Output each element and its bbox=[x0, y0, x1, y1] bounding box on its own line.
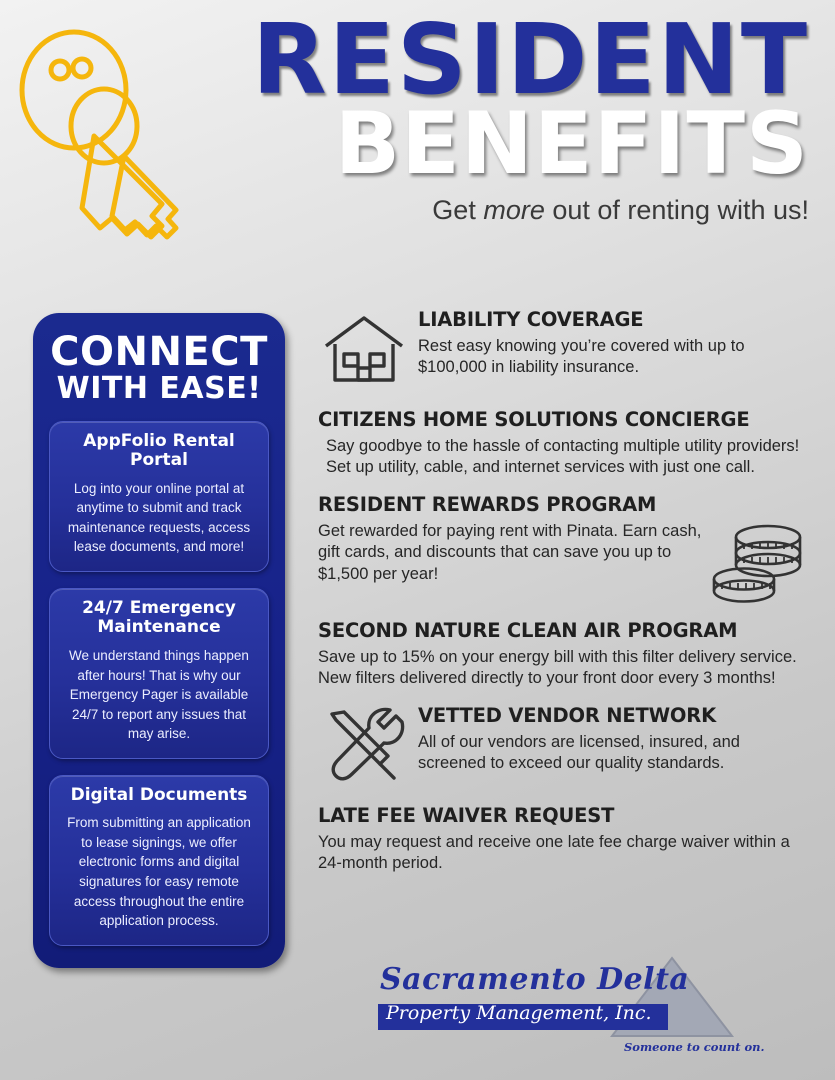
keys-icon bbox=[12, 18, 182, 253]
benefit-body: Save up to 15% on your energy bill with this filter delivery service. New filters delivered directly to your front door every 3 months! bbox=[318, 647, 797, 688]
company-subtitle: Property Management, Inc. bbox=[386, 1002, 652, 1024]
house-icon bbox=[322, 314, 406, 386]
tagline-emphasis: more bbox=[483, 195, 545, 226]
page-title-resident: RESIDENT bbox=[251, 3, 809, 116]
tagline-before: Get bbox=[432, 195, 484, 226]
tagline-after: out of renting with us! bbox=[544, 195, 809, 226]
page-title-benefits: BENEFITS bbox=[334, 94, 809, 195]
tools-icon bbox=[322, 706, 408, 784]
sidebar-card-title: 24/7 Emergency Maintenance bbox=[82, 597, 236, 638]
benefit-body: You may request and receive one late fee charge waiver within a 24-month period. bbox=[318, 832, 790, 873]
benefit-item-citizens-home-solutions bbox=[318, 408, 812, 479]
benefit-heading: SECOND NATURE CLEAN AIR PROGRAM bbox=[318, 618, 738, 642]
sidebar-card-title: AppFolio Rental Portal bbox=[83, 430, 235, 471]
sidebar-card-appfolio bbox=[49, 421, 269, 572]
connect-with-ease-panel bbox=[33, 313, 285, 968]
company-logo bbox=[372, 960, 772, 1060]
sidebar-card-title: Digital Documents bbox=[70, 784, 248, 805]
benefit-heading: CITIZENS HOME SOLUTIONS CONCIERGE bbox=[318, 408, 750, 431]
coins-icon bbox=[708, 521, 812, 605]
sidebar-card-body: We understand things happen after hours! That is why our Emergency Pager is available 24/7 to report any issues that may arise. bbox=[69, 647, 249, 742]
sidebar-title-line1: CONNECT bbox=[50, 329, 268, 375]
tagline bbox=[165, 195, 809, 226]
sidebar-card-body: Log into your online portal at anytime to submit and track maintenance requests, access lease documents, and more! bbox=[67, 480, 251, 555]
poster-header bbox=[0, 0, 835, 290]
sidebar-card-emergency-maintenance bbox=[49, 588, 269, 759]
benefit-body: All of our vendors are licensed, insured, and screened to exceed our quality standards. bbox=[418, 732, 740, 773]
benefit-heading: VETTED VENDOR NETWORK bbox=[418, 703, 717, 727]
benefit-item-late-fee-waiver bbox=[318, 804, 812, 875]
sidebar-card-body: From submitting an application to lease signings, we offer electronic forms and digital signatures for easy remote access throughout the entire application process. bbox=[67, 815, 251, 929]
benefit-body: Get rewarded for paying rent with Pinata. Earn cash, gift cards, and discounts that can save you up to $1,500 per year! bbox=[318, 521, 702, 583]
benefit-item-liability-coverage bbox=[318, 308, 812, 394]
benefits-list bbox=[318, 308, 812, 889]
company-tagline: Someone to count on. bbox=[624, 1040, 765, 1054]
benefit-item-second-nature-clean-air bbox=[318, 619, 812, 690]
benefit-item-vetted-vendor-network bbox=[318, 704, 812, 790]
benefit-heading: RESIDENT REWARDS PROGRAM bbox=[318, 492, 657, 516]
benefit-heading: LATE FEE WAIVER REQUEST bbox=[318, 803, 615, 827]
sidebar-card-digital-documents bbox=[49, 775, 269, 946]
company-name: Sacramento Delta bbox=[380, 962, 690, 997]
benefit-body: Rest easy knowing you’re covered with up to $100,000 in liability insurance. bbox=[418, 337, 745, 377]
benefit-body: Say goodbye to the hassle of contacting multiple utility providers! Set up utility, cable, and internet services with just one call. bbox=[326, 437, 800, 477]
sidebar-title bbox=[49, 331, 269, 405]
benefit-item-resident-rewards bbox=[318, 493, 812, 605]
title-block bbox=[165, 3, 809, 226]
benefit-heading: LIABILITY COVERAGE bbox=[418, 308, 644, 331]
sidebar-title-line2: WITH EASE! bbox=[56, 371, 262, 406]
